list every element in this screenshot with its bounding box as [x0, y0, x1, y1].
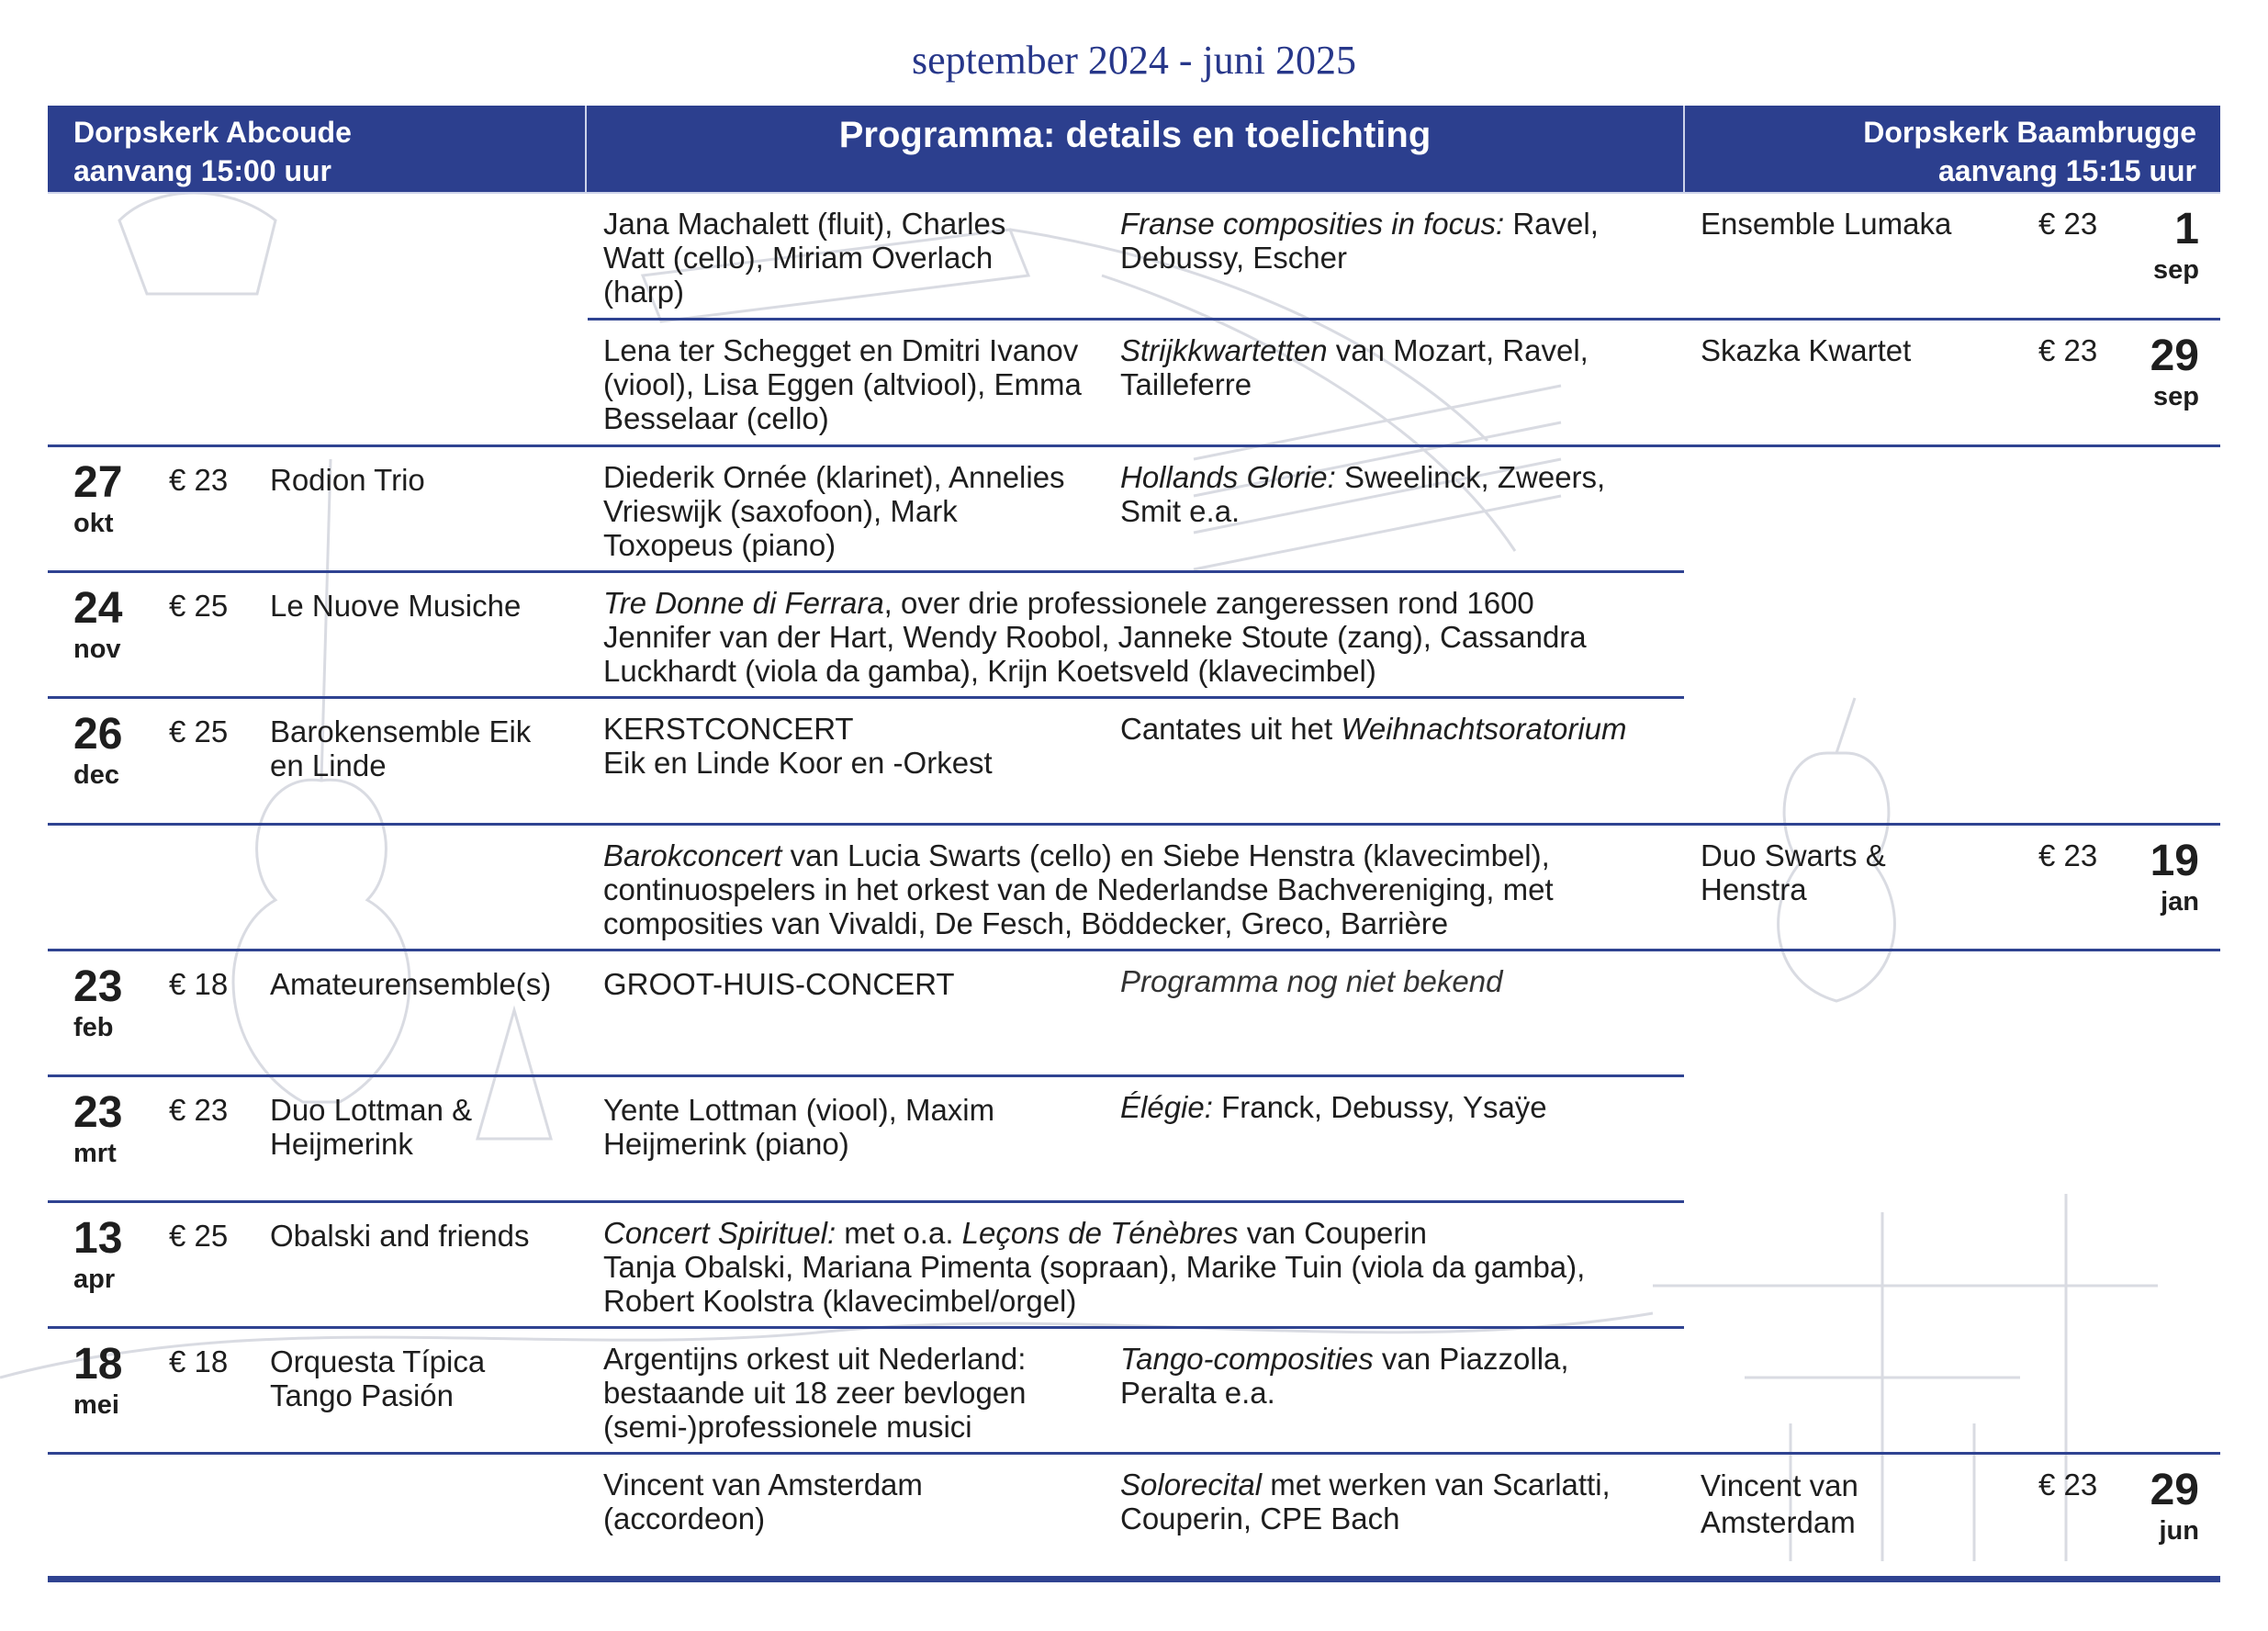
right-ensemble: Ensemble Lumaka: [1701, 207, 1952, 241]
left-day: 23: [73, 962, 123, 1011]
left-month: nov: [73, 635, 121, 664]
right-day: 19: [2150, 837, 2199, 885]
performers: Jana Machalett (fluit), Charles Watt (cello), Miriam Overlach (harp): [603, 207, 1006, 309]
left-month: apr: [73, 1265, 116, 1294]
right-price: € 23: [2038, 1468, 2098, 1502]
left-price: € 25: [169, 1219, 229, 1253]
performers: Vincent van Amsterdam (accordeon): [603, 1468, 923, 1535]
left-ensemble: Duo Lottman & Heijmerink: [270, 1093, 473, 1161]
left-month: mrt: [73, 1139, 117, 1168]
performers: Diederik Ornée (klarinet), Annelies Vrieswijk (saxofoon), Mark Toxopeus (piano): [603, 460, 1065, 562]
left-day: 18: [73, 1340, 123, 1389]
program-wide: Concert Spirituel: met o.a. Leçons de Ténèbres van Couperin Tanja Obalski, Mariana Pimenta (sopraan), Marike Tuin (viola da gamba), Robert Koolstra (klavecimbel/orgel): [603, 1216, 1586, 1318]
left-price: € 25: [169, 589, 229, 623]
left-ensemble: Rodion Trio: [270, 463, 425, 497]
performers: KERSTCONCERT Eik en Linde Koor en -Orkest: [603, 712, 993, 780]
left-price: € 23: [169, 1093, 229, 1127]
program: Élégie: Franck, Debussy, Ysaÿe: [1120, 1090, 1547, 1124]
right-price: € 23: [2038, 838, 2098, 872]
header-program: Programma: details en toelichting: [838, 115, 1432, 155]
season-title: september 2024 - juni 2025: [912, 38, 1356, 83]
left-day: 13: [73, 1214, 123, 1263]
bottom-rule: [48, 1576, 2220, 1582]
left-ensemble: Le Nuove Musiche: [270, 589, 522, 623]
header-baambrugge-venue: Dorpskerk Baambrugge: [1863, 116, 2196, 149]
program-wide: Tre Donne di Ferrara, over drie professionele zangeressen rond 1600 Jennifer van der Hart, Wendy Roobol, Janneke Stoute (zang), Cassandra Luckhardt (viola da gamba), Krijn Koetsveld (klavecimbel): [603, 586, 1587, 688]
header-abcoude: [48, 106, 585, 194]
left-day: 26: [73, 710, 123, 759]
program-wide: Barokconcert van Lucia Swarts (cello) en Siebe Henstra (klavecimbel), continuospelers in het orkest van de Nederlandse Bachvereniging, met composities van Vivaldi, De Fesch, Böddecker, Greco, Barrière: [603, 838, 1554, 940]
left-ensemble: Orquesta Típica Tango Pasión: [270, 1344, 486, 1412]
program: Solorecital met werken van Scarlatti, Couperin, CPE Bach: [1120, 1468, 1611, 1535]
left-day: 23: [73, 1088, 123, 1137]
left-price: € 18: [169, 967, 229, 1001]
program: Franse composities in focus: Ravel, Debussy, Escher: [1120, 207, 1599, 275]
performers: Lena ter Schegget en Dmitri Ivanov (viool), Lisa Eggen (altviool), Emma Besselaar (cello): [603, 333, 1082, 435]
right-month: sep: [2153, 255, 2199, 285]
table-header: [48, 106, 2220, 194]
left-day: 24: [73, 584, 123, 633]
right-month: jan: [2161, 887, 2199, 917]
left-price: € 25: [169, 714, 229, 748]
header-baambrugge: [1685, 106, 2220, 194]
performers: Argentijns orkest uit Nederland: bestaande uit 18 zeer bevlogen (semi-)professionele musici: [603, 1342, 1027, 1444]
right-day: 1: [2174, 205, 2199, 253]
program: Strijkkwartetten van Mozart, Ravel, Tailleferre: [1120, 333, 1589, 401]
left-day: 27: [73, 458, 123, 507]
left-ensemble: Barokensemble Eik en Linde: [270, 714, 532, 782]
performers: GROOT-HUIS-CONCERT: [603, 967, 955, 1001]
left-price: € 18: [169, 1344, 229, 1378]
left-ensemble: Obalski and friends: [270, 1219, 530, 1253]
program: Programma nog niet bekend: [1120, 964, 1503, 998]
header-abcoude-time: aanvang 15:00 uur: [73, 154, 331, 187]
right-ensemble: Vincent van Amsterdam: [1701, 1468, 1858, 1539]
right-price: € 23: [2038, 333, 2098, 367]
right-ensemble: Duo Swarts & Henstra: [1701, 838, 1886, 906]
left-month: dec: [73, 760, 119, 790]
right-month: sep: [2153, 382, 2199, 411]
left-month: mei: [73, 1390, 119, 1420]
program: Cantates uit het Weihnachtsoratorium: [1120, 712, 1627, 746]
left-month: okt: [73, 509, 114, 538]
right-day: 29: [2150, 1466, 2199, 1514]
right-price: € 23: [2038, 207, 2098, 241]
header-abcoude-venue: Dorpskerk Abcoude: [73, 116, 352, 149]
right-month: jun: [2159, 1516, 2199, 1546]
program: Tango-composities van Piazzolla, Peralta e.a.: [1120, 1342, 1569, 1410]
left-ensemble: Amateurensemble(s): [270, 967, 552, 1001]
right-day: 29: [2150, 332, 2199, 380]
right-ensemble: Skazka Kwartet: [1701, 333, 1912, 367]
program: Hollands Glorie: Sweelinck, Zweers, Smit e.a.: [1120, 460, 1606, 528]
left-price: € 23: [169, 463, 229, 497]
header-baambrugge-time: aanvang 15:15 uur: [1938, 154, 2196, 187]
performers: Yente Lottman (viool), Maxim Heijmerink (piano): [603, 1093, 995, 1161]
left-month: feb: [73, 1013, 114, 1042]
